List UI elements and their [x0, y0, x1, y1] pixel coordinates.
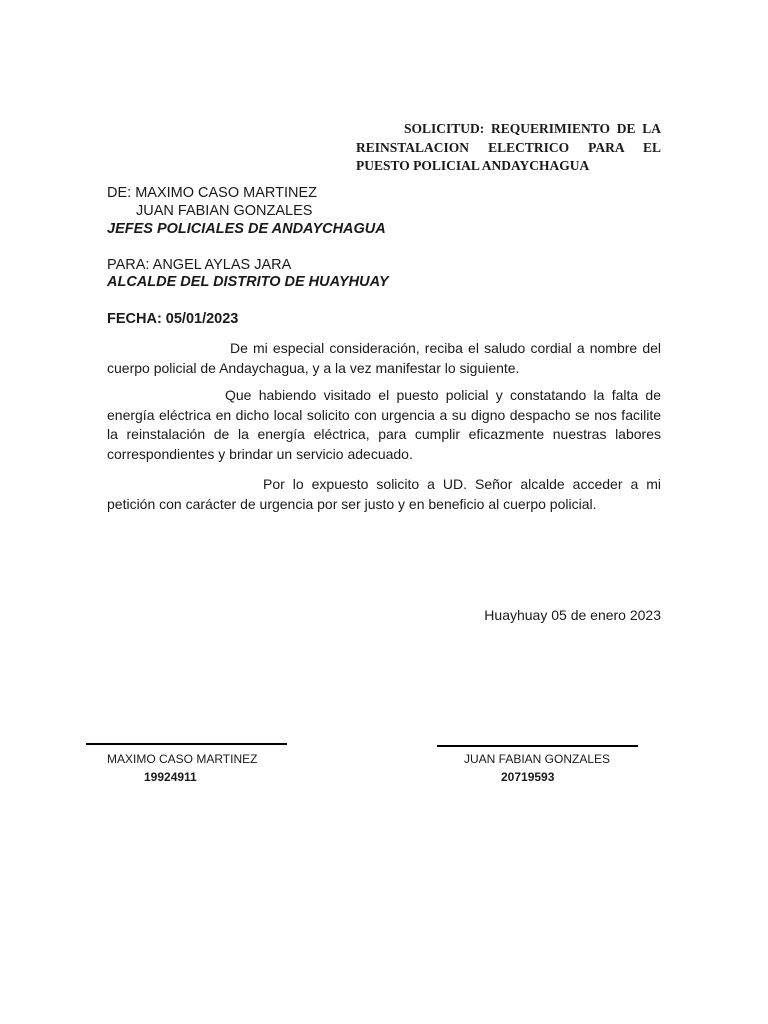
signature-dni-left: 19924911 — [144, 770, 197, 784]
from-second-name: JUAN FABIAN GONZALES — [136, 203, 313, 219]
signature-dni-right: 20719593 — [501, 770, 555, 784]
body-paragraph-3: Por lo expuesto solicito a UD. Señor alcalde acceder a mi petición con carácter de urgencia por ser justo y en beneficio al cuerpo policial. — [107, 476, 661, 512]
signature-name-right: JUAN FABIAN GONZALES — [464, 752, 611, 766]
to-line: PARA: ANGEL AYLAS JARA — [107, 257, 292, 273]
signature-name-left: MAXIMO CASO MARTINEZ — [107, 752, 258, 766]
date-line: FECHA: 05/01/2023 — [107, 311, 239, 327]
subject-heading: SOLICITUD: REQUERIMIENTO DE LA REINSTALACION ELECTRICO PARA EL PUESTO POLICIAL ANDAYCHAGUA — [356, 121, 661, 173]
to-role: ALCALDE DEL DISTRITO DE HUAYHUAY — [107, 274, 389, 290]
from-role: JEFES POLICIALES DE ANDAYCHAGUA — [107, 221, 386, 237]
signature-line-right — [437, 745, 638, 747]
signature-line-left — [86, 743, 287, 745]
body-paragraph-1: De mi especial consideración, reciba el saludo cordial a nombre del cuerpo policial de Andaychagua, y a la vez manifestar lo siguiente. — [107, 340, 661, 376]
body-paragraph-2: Que habiendo visitado el puesto policial y constatando la falta de energía eléctrica en dicho local solicito con urgencia a su digno despacho se nos facilite la reinstalación de la energía eléctrica, para cumplir eficazmente nuestras labores correspondientes y brindar un servicio adecuado. — [107, 387, 661, 462]
from-line: DE: MAXIMO CASO MARTINEZ — [107, 185, 318, 201]
place-and-date: Huayhuay 05 de enero 2023 — [484, 607, 661, 623]
